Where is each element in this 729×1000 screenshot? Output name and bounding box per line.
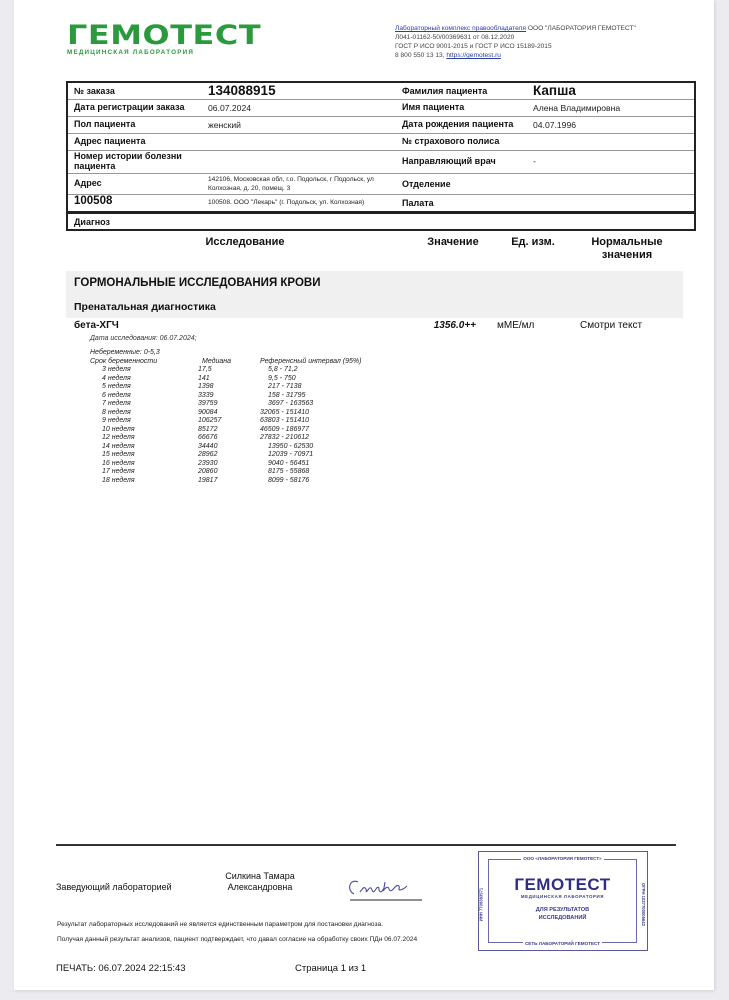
head-title: Заведующий лабораторией xyxy=(56,882,172,892)
stamp-ogrn: ОГРН 1027700005642 xyxy=(641,883,647,926)
signature-image xyxy=(330,868,430,908)
ref-term: 18 неделя xyxy=(102,476,135,484)
licence-owner: ООО "ЛАБОРАТОРИЯ ГЕМОТЕСТ" xyxy=(525,25,636,32)
history-number-row xyxy=(68,151,396,174)
section-title: ГОРМОНАЛЬНЫЕ ИССЛЕДОВАНИЯ КРОВИ xyxy=(74,277,321,289)
gemotest-logo xyxy=(67,20,262,56)
stamp-frame xyxy=(478,856,647,946)
print-timestamp: ПЕЧАТЬ: 06.07.2024 22:15:43 xyxy=(56,963,186,974)
ref-interval: 12039 - 70971 xyxy=(268,451,314,458)
field-label: Палата xyxy=(402,198,434,208)
ref-interval: 63803 - 151410 xyxy=(260,417,310,424)
patient-name: Алена Владимировна xyxy=(533,103,621,113)
ref-interval: 9,5 - 750 xyxy=(268,374,296,382)
referring-doctor: - xyxy=(533,156,536,166)
ref-term: 10 неделя xyxy=(102,425,135,433)
head-name-line2: Александровна xyxy=(227,882,293,892)
ref-header-median: Медиана xyxy=(202,357,232,365)
ref-term: 14 неделя xyxy=(102,442,135,450)
registration-date: 06.07.2024 xyxy=(208,103,252,113)
ref-term: 3 неделя xyxy=(102,366,131,373)
field-label: Номер истории болезни пациента xyxy=(74,151,182,171)
ref-header-interval: Референсный интервал (95%) xyxy=(260,357,362,365)
field-label: № страхового полиса xyxy=(402,136,500,146)
stamp-bottom-text: СЕТЬ ЛАБОРАТОРИЙ ГЕМОТЕСТ xyxy=(524,941,601,946)
department-value: 100508. ООО "Лекарь" (г. Подольск, ул. Колхозная) xyxy=(208,199,365,206)
insurance-row xyxy=(396,134,694,151)
diagnosis-label: Диагноз xyxy=(74,217,110,227)
field-label: № заказа xyxy=(74,86,115,96)
page-number: Страница 1 из 1 xyxy=(295,963,367,974)
address-row xyxy=(68,174,396,195)
field-label: Адрес пациента xyxy=(74,136,146,146)
ref-median: 106257 xyxy=(198,417,222,424)
site-link[interactable]: https://gemotest.ru xyxy=(446,52,501,59)
licence-number: Л041-01162-50/00369631 от 08.12.2020 xyxy=(395,34,515,41)
test-value: 1356.0++ xyxy=(433,320,476,331)
ref-median: 19817 xyxy=(198,476,218,484)
ref-median: 90084 xyxy=(198,408,218,416)
ref-interval: 46509 - 186977 xyxy=(260,425,310,433)
ref-interval: 8099 - 58176 xyxy=(268,476,310,484)
test-unit: мМЕ/мл xyxy=(497,320,535,331)
ref-term: 15 неделя xyxy=(102,451,135,458)
department-code: 100508 xyxy=(74,195,113,207)
logo-subtitle: МЕДИЦИНСКАЯ ЛАБОРАТОРИЯ xyxy=(67,49,195,56)
ref-median: 17,5 xyxy=(198,366,212,373)
ref-interval: 217 - 7138 xyxy=(268,383,302,390)
ref-median: 20860 xyxy=(198,468,218,475)
ref-median: 66676 xyxy=(198,434,218,441)
head-name-line1: Силкина Тамара xyxy=(225,871,295,881)
ref-term: 6 неделя xyxy=(102,391,131,399)
ref-interval: 158 - 31795 xyxy=(268,391,306,399)
col-header-test: Исследование xyxy=(205,236,285,248)
test-date: Дата исследования: 06.07.2024; xyxy=(90,335,197,342)
ref-interval: 3697 - 163563 xyxy=(268,400,314,407)
address-value: 142106, Московская обл, г.о. Подольск, г Подольск, ул Колхозная, д. 20, помещ. 3 xyxy=(208,176,374,192)
licence-info xyxy=(395,24,636,60)
patient-address-row xyxy=(68,134,396,151)
consent-note: Получая данный результат анализов, пациент подтверждает, что давал согласие на обработку своих ПДн 06.07.2024 xyxy=(57,936,418,943)
licence-phone: 8 800 550 13 13, xyxy=(395,52,447,59)
ref-median: 1398 xyxy=(198,383,214,390)
ref-median: 39759 xyxy=(198,400,218,407)
ref-term: 4 неделя xyxy=(102,374,131,382)
field-label: Фамилия пациента xyxy=(402,86,488,96)
test-name: бета-ХГЧ xyxy=(74,320,119,331)
ref-interval: 13950 - 62530 xyxy=(268,442,314,450)
ref-median: 34440 xyxy=(198,442,218,450)
ref-header-term: Срок беременности xyxy=(90,357,158,365)
field-label: Направляющий врач xyxy=(402,156,496,166)
field-label: Адрес xyxy=(74,178,102,188)
field-label: Отделение xyxy=(402,179,451,189)
ref-term: 12 неделя xyxy=(102,434,135,441)
patient-surname: Капша xyxy=(533,83,576,98)
ward-row xyxy=(396,195,694,212)
ref-interval: 32065 - 151410 xyxy=(260,408,310,416)
ref-median: 141 xyxy=(198,374,210,382)
stamp-inn: ИНН 7709383571 xyxy=(478,887,484,922)
col-header-unit: Ед. изм. xyxy=(511,236,555,248)
logo-name: ГЕМОТЕСТ xyxy=(67,20,262,51)
department-row xyxy=(396,174,694,195)
ref-interval: 8175 - 55868 xyxy=(268,468,310,475)
registration-date-row xyxy=(68,100,396,117)
birth-date: 04.07.1996 xyxy=(533,120,577,130)
department-code-row xyxy=(68,195,396,212)
field-label: Дата рождения пациента xyxy=(402,119,514,129)
order-number: 134088915 xyxy=(208,83,276,98)
lab-stamp xyxy=(478,851,648,951)
stamp-purpose-line2: ИССЛЕДОВАНИЙ xyxy=(538,915,587,921)
ref-median: 3339 xyxy=(198,391,214,399)
ref-term: 5 неделя xyxy=(102,383,131,390)
ref-term: 9 неделя xyxy=(102,417,131,424)
stamp-purpose-line1: ДЛЯ РЕЗУЛЬТАТОВ xyxy=(535,907,590,913)
nonpregnant-text: Небеременные: 0-5,3 xyxy=(90,349,160,356)
field-label: Дата регистрации заказа xyxy=(74,102,185,112)
subsection-title: Пренатальная диагностика xyxy=(74,301,216,313)
ref-interval: 9040 - 56451 xyxy=(268,459,310,467)
stamp-purpose xyxy=(489,906,636,922)
head-name xyxy=(210,871,310,893)
test-norm: Смотри текст xyxy=(580,320,643,331)
ref-median: 23930 xyxy=(198,459,218,467)
ref-term: 8 неделя xyxy=(102,408,131,416)
name-row xyxy=(396,100,694,117)
birth-date-row xyxy=(396,117,694,134)
field-label: Пол пациента xyxy=(74,119,136,129)
licence-standards: ГОСТ Р ИСО 9001-2015 и ГОСТ Р ИСО 15189-2015 xyxy=(395,43,552,50)
referring-doctor-row xyxy=(396,151,694,174)
stamp-logo: ГЕМОТЕСТ xyxy=(514,875,611,894)
patient-sex: женский xyxy=(208,120,241,130)
disclaimer-note: Результат лабораторных исследований не является единственным параметром для постановки диагноза. xyxy=(57,921,384,928)
licence-link[interactable]: Лабораторный комплекс правообладателя xyxy=(395,25,526,32)
field-label: Имя пациента xyxy=(402,102,465,112)
footer-divider xyxy=(56,844,676,846)
sex-row xyxy=(68,117,396,134)
ref-term: 17 неделя xyxy=(102,468,135,475)
surname-row xyxy=(396,83,694,100)
order-number-row xyxy=(68,83,396,100)
col-header-norm: Нормальные значения xyxy=(591,236,663,261)
patient-info-right xyxy=(396,83,694,211)
ref-term: 16 неделя xyxy=(102,459,135,467)
ref-term: 7 неделя xyxy=(102,400,131,407)
stamp-logo-subtitle: МЕДИЦИНСКАЯ ЛАБОРАТОРИЯ xyxy=(520,894,605,899)
ref-median: 28962 xyxy=(198,451,218,458)
col-header-value: Значение xyxy=(427,236,479,248)
ref-interval: 27832 - 210612 xyxy=(260,434,310,441)
patient-info-left xyxy=(68,83,396,211)
patient-info-table xyxy=(66,81,696,213)
ref-median: 85172 xyxy=(198,425,218,433)
diagnosis-row xyxy=(66,212,696,231)
ref-interval: 5,8 - 71,2 xyxy=(268,366,298,373)
stamp-top-text: ООО «ЛАБОРАТОРИЯ ГЕМОТЕСТ» xyxy=(523,856,602,861)
